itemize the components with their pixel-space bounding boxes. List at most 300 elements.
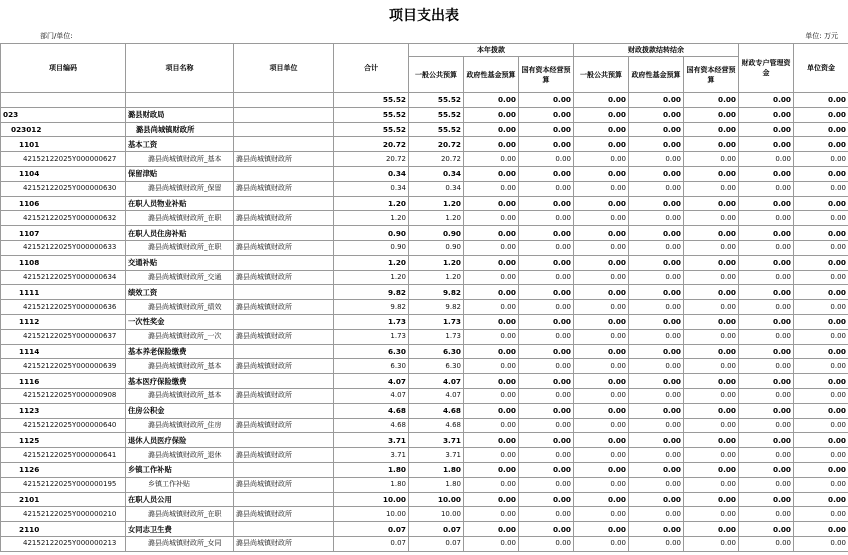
cell-cy-general: 55.52	[409, 122, 464, 137]
cell-co-gov-fund: 0.00	[629, 226, 684, 241]
cell-cy-gov-fund: 0.00	[464, 226, 519, 241]
cell-name: 潞县尚城镇财政所_基本	[126, 152, 234, 167]
cell-cy-state-capital: 0.00	[519, 329, 574, 344]
cell-code: 42152122025Y000000195	[1, 477, 126, 492]
cell-code: 1107	[1, 226, 126, 241]
cell-cy-general: 0.07	[409, 522, 464, 537]
cell-name: 在职人员住房补贴	[126, 226, 234, 241]
table-row	[1, 522, 848, 537]
cell-unit	[234, 93, 334, 108]
cell-cy-general: 9.82	[409, 285, 464, 300]
cell-total: 9.82	[334, 285, 409, 300]
cell-name: 潞县尚城镇财政所_在职	[126, 240, 234, 255]
cell-unit: 潞县尚城镇财政所	[234, 329, 334, 344]
cell-unit: 潞县尚城镇财政所	[234, 359, 334, 374]
cell-cy-gov-fund: 0.00	[464, 374, 519, 389]
cell-code: 42152122025Y000000908	[1, 388, 126, 403]
cell-cy-state-capital: 0.00	[519, 522, 574, 537]
cell-co-state-capital: 0.00	[684, 374, 739, 389]
cell-own: 0.00	[794, 107, 848, 122]
cell-cy-state-capital: 0.00	[519, 433, 574, 448]
table-row	[1, 418, 848, 433]
cell-co-gov-fund: 0.00	[629, 211, 684, 226]
cell-co-general: 0.00	[574, 314, 629, 329]
cell-name: 潞县尚城镇财政所_绩效	[126, 300, 234, 315]
cell-cy-gov-fund: 0.00	[464, 492, 519, 507]
cell-co-state-capital: 0.00	[684, 507, 739, 522]
page-title: 项目支出表	[389, 8, 459, 24]
cell-cy-state-capital: 0.00	[519, 107, 574, 122]
cell-co-state-capital: 0.00	[684, 122, 739, 137]
cell-name: 一次性奖金	[126, 314, 234, 329]
cell-cy-gov-fund: 0.00	[464, 122, 519, 137]
cell-unit	[234, 403, 334, 418]
cell-co-state-capital: 0.00	[684, 522, 739, 537]
cell-cy-gov-fund: 0.00	[464, 507, 519, 522]
header-co-gov-fund: 政府性基金预算	[629, 57, 684, 93]
cell-co-general: 0.00	[574, 418, 629, 433]
cell-cy-state-capital: 0.00	[519, 462, 574, 477]
cell-co-state-capital: 0.00	[684, 403, 739, 418]
cell-name: 潞县财政局	[126, 107, 234, 122]
table-row	[1, 137, 848, 152]
table-row	[1, 329, 848, 344]
cell-unit: 潞县尚城镇财政所	[234, 300, 334, 315]
cell-unit	[234, 522, 334, 537]
cell-cy-gov-fund: 0.00	[464, 314, 519, 329]
cell-own: 0.00	[794, 196, 848, 211]
cell-code: 1125	[1, 433, 126, 448]
cell-own: 0.00	[794, 536, 848, 551]
cell-code: 1111	[1, 285, 126, 300]
cell-co-gov-fund: 0.00	[629, 314, 684, 329]
cell-code: 42152122025Y000000627	[1, 152, 126, 167]
cell-co-general: 0.00	[574, 285, 629, 300]
cell-own: 0.00	[794, 403, 848, 418]
cell-co-gov-fund: 0.00	[629, 462, 684, 477]
cell-unit	[234, 433, 334, 448]
cell-co-state-capital: 0.00	[684, 211, 739, 226]
cell-co-state-capital: 0.00	[684, 359, 739, 374]
cell-special: 0.00	[739, 536, 794, 551]
cell-name: 在职人员公用	[126, 492, 234, 507]
header-cy-general: 一般公共预算	[409, 57, 464, 93]
cell-cy-state-capital: 0.00	[519, 285, 574, 300]
table-row	[1, 270, 848, 285]
cell-name: 女同志卫生费	[126, 522, 234, 537]
cell-co-state-capital: 0.00	[684, 300, 739, 315]
cell-co-gov-fund: 0.00	[629, 166, 684, 181]
cell-special: 0.00	[739, 462, 794, 477]
cell-cy-gov-fund: 0.00	[464, 255, 519, 270]
cell-cy-gov-fund: 0.00	[464, 152, 519, 167]
cell-own: 0.00	[794, 448, 848, 463]
header-co-state-capital: 国有资本经营预算	[684, 57, 739, 93]
cell-co-general: 0.00	[574, 433, 629, 448]
cell-name: 潞县尚城镇财政所_基本	[126, 359, 234, 374]
dept-label: 部门/单位:	[40, 32, 73, 40]
cell-special: 0.00	[739, 166, 794, 181]
header-name: 项目名称	[126, 44, 234, 93]
table-row	[1, 166, 848, 181]
cell-name: 乡镇工作补贴	[126, 477, 234, 492]
cell-cy-gov-fund: 0.00	[464, 240, 519, 255]
cell-code: 2110	[1, 522, 126, 537]
cell-total: 1.80	[334, 462, 409, 477]
cell-co-state-capital: 0.00	[684, 329, 739, 344]
cell-cy-state-capital: 0.00	[519, 196, 574, 211]
cell-cy-state-capital: 0.00	[519, 152, 574, 167]
cell-total: 3.71	[334, 448, 409, 463]
cell-co-gov-fund: 0.00	[629, 152, 684, 167]
cell-code: 1101	[1, 137, 126, 152]
table-row	[1, 492, 848, 507]
table-row	[1, 196, 848, 211]
cell-cy-general: 1.73	[409, 314, 464, 329]
cell-cy-general: 55.52	[409, 93, 464, 108]
table-row	[1, 211, 848, 226]
cell-cy-general: 6.30	[409, 359, 464, 374]
cell-special: 0.00	[739, 418, 794, 433]
cell-special: 0.00	[739, 93, 794, 108]
cell-cy-general: 4.68	[409, 403, 464, 418]
cell-co-gov-fund: 0.00	[629, 403, 684, 418]
table-row	[1, 122, 848, 137]
table-row	[1, 477, 848, 492]
cell-cy-gov-fund: 0.00	[464, 462, 519, 477]
header-code: 项目编码	[1, 44, 126, 93]
cell-co-state-capital: 0.00	[684, 536, 739, 551]
cell-code: 023	[1, 107, 126, 122]
cell-co-state-capital: 0.00	[684, 314, 739, 329]
cell-co-state-capital: 0.00	[684, 240, 739, 255]
cell-cy-general: 4.68	[409, 418, 464, 433]
cell-name: 潞县尚城镇财政所_保留	[126, 181, 234, 196]
table-row	[1, 181, 848, 196]
cell-co-state-capital: 0.00	[684, 344, 739, 359]
cell-co-state-capital: 0.00	[684, 196, 739, 211]
cell-total: 0.07	[334, 522, 409, 537]
cell-own: 0.00	[794, 152, 848, 167]
table-row	[1, 403, 848, 418]
cell-own: 0.00	[794, 374, 848, 389]
cell-unit: 潞县尚城镇财政所	[234, 211, 334, 226]
cell-code: 023012	[1, 122, 126, 137]
cell-special: 0.00	[739, 433, 794, 448]
cell-cy-general: 1.80	[409, 477, 464, 492]
cell-cy-state-capital: 0.00	[519, 226, 574, 241]
cell-co-state-capital: 0.00	[684, 226, 739, 241]
cell-code: 2101	[1, 492, 126, 507]
cell-total: 1.20	[334, 255, 409, 270]
cell-cy-state-capital: 0.00	[519, 492, 574, 507]
cell-special: 0.00	[739, 448, 794, 463]
cell-cy-general: 0.34	[409, 181, 464, 196]
table-row	[1, 536, 848, 551]
cell-co-gov-fund: 0.00	[629, 196, 684, 211]
cell-cy-gov-fund: 0.00	[464, 403, 519, 418]
cell-cy-gov-fund: 0.00	[464, 448, 519, 463]
cell-total: 4.68	[334, 403, 409, 418]
cell-own: 0.00	[794, 137, 848, 152]
cell-name: 乡镇工作补贴	[126, 462, 234, 477]
cell-cy-gov-fund: 0.00	[464, 344, 519, 359]
cell-cy-general: 0.07	[409, 536, 464, 551]
cell-co-general: 0.00	[574, 181, 629, 196]
cell-total: 20.72	[334, 137, 409, 152]
cell-name: 住房公积金	[126, 403, 234, 418]
cell-cy-gov-fund: 0.00	[464, 93, 519, 108]
table-row	[1, 107, 848, 122]
cell-name: 潞县尚城镇财政所_交通	[126, 270, 234, 285]
cell-special: 0.00	[739, 374, 794, 389]
cell-co-state-capital: 0.00	[684, 137, 739, 152]
cell-unit: 潞县尚城镇财政所	[234, 477, 334, 492]
cell-own: 0.00	[794, 359, 848, 374]
cell-code	[1, 93, 126, 108]
cell-co-gov-fund: 0.00	[629, 270, 684, 285]
cell-own: 0.00	[794, 285, 848, 300]
cell-cy-state-capital: 0.00	[519, 255, 574, 270]
cell-total: 6.30	[334, 359, 409, 374]
cell-special: 0.00	[739, 388, 794, 403]
cell-own: 0.00	[794, 93, 848, 108]
cell-code: 42152122025Y000000641	[1, 448, 126, 463]
cell-unit	[234, 196, 334, 211]
cell-cy-general: 1.73	[409, 329, 464, 344]
cell-total: 0.90	[334, 226, 409, 241]
cell-own: 0.00	[794, 329, 848, 344]
cell-special: 0.00	[739, 285, 794, 300]
cell-cy-state-capital: 0.00	[519, 507, 574, 522]
cell-own: 0.00	[794, 122, 848, 137]
cell-cy-general: 9.82	[409, 300, 464, 315]
cell-co-state-capital: 0.00	[684, 462, 739, 477]
table-row	[1, 374, 848, 389]
cell-co-general: 0.00	[574, 403, 629, 418]
table-row	[1, 152, 848, 167]
cell-own: 0.00	[794, 314, 848, 329]
cell-total: 10.00	[334, 507, 409, 522]
cell-total: 1.80	[334, 477, 409, 492]
cell-cy-gov-fund: 0.00	[464, 107, 519, 122]
cell-special: 0.00	[739, 211, 794, 226]
cell-co-gov-fund: 0.00	[629, 285, 684, 300]
table-row	[1, 448, 848, 463]
cell-co-general: 0.00	[574, 329, 629, 344]
table-row	[1, 255, 848, 270]
cell-co-general: 0.00	[574, 93, 629, 108]
cell-name: 基本工资	[126, 137, 234, 152]
cell-name: 潞县尚城镇财政所_基本	[126, 388, 234, 403]
cell-code: 1126	[1, 462, 126, 477]
cell-cy-state-capital: 0.00	[519, 166, 574, 181]
cell-cy-gov-fund: 0.00	[464, 211, 519, 226]
cell-name: 潞县尚城镇财政所	[126, 122, 234, 137]
cell-co-state-capital: 0.00	[684, 418, 739, 433]
cell-co-general: 0.00	[574, 166, 629, 181]
cell-total: 55.52	[334, 122, 409, 137]
cell-unit	[234, 166, 334, 181]
cell-name: 保留津贴	[126, 166, 234, 181]
header-cy-gov-fund: 政府性基金预算	[464, 57, 519, 93]
cell-unit	[234, 255, 334, 270]
cell-co-gov-fund: 0.00	[629, 359, 684, 374]
table-row	[1, 462, 848, 477]
cell-cy-state-capital: 0.00	[519, 374, 574, 389]
cell-unit	[234, 122, 334, 137]
cell-unit: 潞县尚城镇财政所	[234, 507, 334, 522]
cell-cy-gov-fund: 0.00	[464, 166, 519, 181]
cell-cy-general: 0.34	[409, 166, 464, 181]
cell-co-general: 0.00	[574, 388, 629, 403]
cell-special: 0.00	[739, 507, 794, 522]
cell-name: 交通补贴	[126, 255, 234, 270]
cell-name: 退休人员医疗保险	[126, 433, 234, 448]
cell-own: 0.00	[794, 522, 848, 537]
cell-co-general: 0.00	[574, 462, 629, 477]
cell-code: 1106	[1, 196, 126, 211]
cell-co-general: 0.00	[574, 240, 629, 255]
cell-cy-state-capital: 0.00	[519, 477, 574, 492]
header-cy-state-capital: 国有资本经营预算	[519, 57, 574, 93]
cell-co-state-capital: 0.00	[684, 492, 739, 507]
cell-co-state-capital: 0.00	[684, 448, 739, 463]
cell-name: 在职人员物业补贴	[126, 196, 234, 211]
cell-unit	[234, 137, 334, 152]
cell-cy-gov-fund: 0.00	[464, 388, 519, 403]
cell-cy-gov-fund: 0.00	[464, 329, 519, 344]
cell-co-state-capital: 0.00	[684, 255, 739, 270]
cell-cy-general: 4.07	[409, 374, 464, 389]
cell-cy-general: 55.52	[409, 107, 464, 122]
cell-code: 1123	[1, 403, 126, 418]
cell-co-gov-fund: 0.00	[629, 181, 684, 196]
cell-unit: 潞县尚城镇财政所	[234, 270, 334, 285]
cell-code: 1112	[1, 314, 126, 329]
cell-co-gov-fund: 0.00	[629, 418, 684, 433]
cell-co-state-capital: 0.00	[684, 181, 739, 196]
cell-code: 42152122025Y000000640	[1, 418, 126, 433]
table-row	[1, 300, 848, 315]
cell-co-gov-fund: 0.00	[629, 477, 684, 492]
cell-special: 0.00	[739, 137, 794, 152]
cell-cy-state-capital: 0.00	[519, 359, 574, 374]
table-row	[1, 240, 848, 255]
cell-unit: 潞县尚城镇财政所	[234, 388, 334, 403]
cell-own: 0.00	[794, 166, 848, 181]
cell-cy-gov-fund: 0.00	[464, 181, 519, 196]
cell-cy-state-capital: 0.00	[519, 388, 574, 403]
cell-cy-state-capital: 0.00	[519, 314, 574, 329]
cell-special: 0.00	[739, 255, 794, 270]
cell-cy-general: 4.07	[409, 388, 464, 403]
cell-own: 0.00	[794, 270, 848, 285]
cell-co-state-capital: 0.00	[684, 166, 739, 181]
cell-own: 0.00	[794, 226, 848, 241]
cell-special: 0.00	[739, 329, 794, 344]
cell-code: 42152122025Y000000639	[1, 359, 126, 374]
cell-cy-state-capital: 0.00	[519, 137, 574, 152]
cell-own: 0.00	[794, 492, 848, 507]
header-current-year: 本年拨款	[409, 44, 574, 57]
cell-special: 0.00	[739, 270, 794, 285]
cell-cy-general: 1.20	[409, 211, 464, 226]
cell-total: 1.20	[334, 270, 409, 285]
cell-own: 0.00	[794, 418, 848, 433]
cell-own: 0.00	[794, 462, 848, 477]
cell-special: 0.00	[739, 477, 794, 492]
cell-cy-general: 0.90	[409, 240, 464, 255]
cell-special: 0.00	[739, 107, 794, 122]
cell-name: 潞县尚城镇财政所_一次	[126, 329, 234, 344]
cell-co-state-capital: 0.00	[684, 433, 739, 448]
cell-own: 0.00	[794, 433, 848, 448]
cell-co-gov-fund: 0.00	[629, 374, 684, 389]
cell-total: 4.07	[334, 388, 409, 403]
cell-code: 42152122025Y000000633	[1, 240, 126, 255]
cell-total: 6.30	[334, 344, 409, 359]
header-carryover: 财政拨款结转结余	[574, 44, 739, 57]
cell-code: 42152122025Y000000213	[1, 536, 126, 551]
cell-special: 0.00	[739, 196, 794, 211]
table-row	[1, 507, 848, 522]
cell-own: 0.00	[794, 507, 848, 522]
cell-cy-gov-fund: 0.00	[464, 536, 519, 551]
cell-co-general: 0.00	[574, 300, 629, 315]
cell-co-general: 0.00	[574, 448, 629, 463]
cell-unit	[234, 492, 334, 507]
cell-unit: 潞县尚城镇财政所	[234, 536, 334, 551]
cell-co-general: 0.00	[574, 211, 629, 226]
cell-special: 0.00	[739, 403, 794, 418]
cell-unit	[234, 374, 334, 389]
cell-co-general: 0.00	[574, 477, 629, 492]
cell-unit	[234, 107, 334, 122]
cell-co-gov-fund: 0.00	[629, 93, 684, 108]
cell-co-gov-fund: 0.00	[629, 122, 684, 137]
cell-special: 0.00	[739, 492, 794, 507]
cell-cy-general: 1.20	[409, 196, 464, 211]
cell-cy-state-capital: 0.00	[519, 240, 574, 255]
cell-co-gov-fund: 0.00	[629, 255, 684, 270]
cell-special: 0.00	[739, 344, 794, 359]
cell-total: 1.20	[334, 211, 409, 226]
cell-total: 0.34	[334, 181, 409, 196]
table-row	[1, 388, 848, 403]
header-co-general: 一般公共预算	[574, 57, 629, 93]
cell-co-gov-fund: 0.00	[629, 492, 684, 507]
cell-co-general: 0.00	[574, 359, 629, 374]
cell-total: 1.73	[334, 329, 409, 344]
cell-cy-gov-fund: 0.00	[464, 433, 519, 448]
cell-co-state-capital: 0.00	[684, 107, 739, 122]
cell-co-gov-fund: 0.00	[629, 300, 684, 315]
cell-co-general: 0.00	[574, 122, 629, 137]
cell-own: 0.00	[794, 211, 848, 226]
cell-total: 4.68	[334, 418, 409, 433]
cell-special: 0.00	[739, 181, 794, 196]
table-row	[1, 285, 848, 300]
table-row	[1, 93, 848, 108]
cell-cy-general: 3.71	[409, 448, 464, 463]
table-row	[1, 226, 848, 241]
cell-co-gov-fund: 0.00	[629, 507, 684, 522]
cell-total: 55.52	[334, 107, 409, 122]
cell-cy-general: 0.90	[409, 226, 464, 241]
cell-unit	[234, 285, 334, 300]
header-total: 合计	[334, 44, 409, 93]
